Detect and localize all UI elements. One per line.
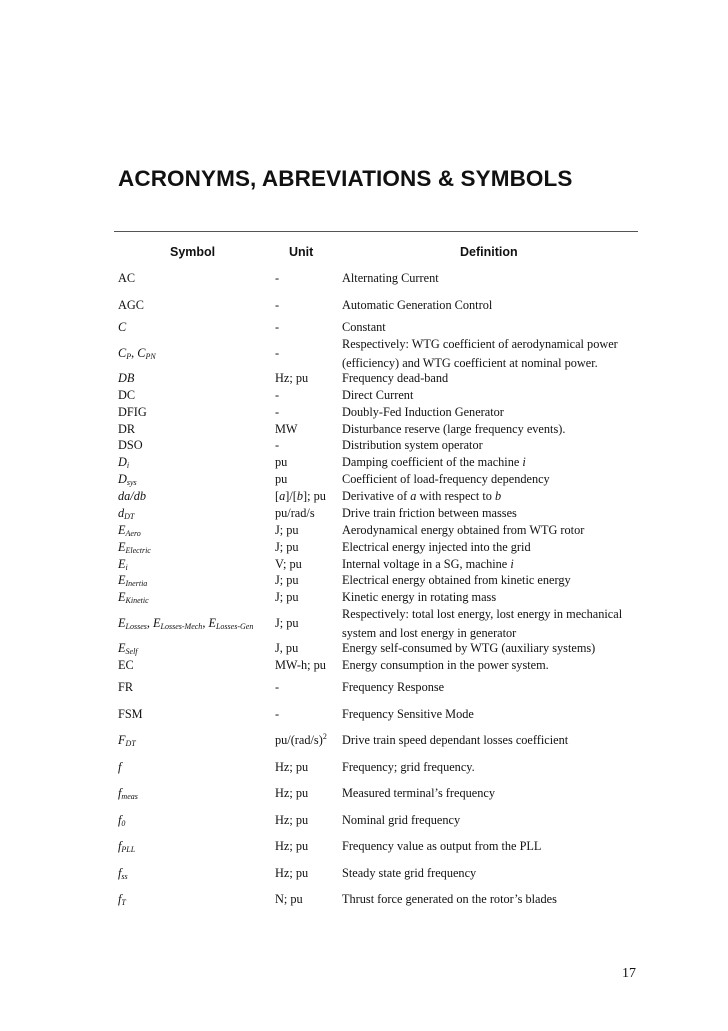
definition-cell: Frequency dead-band	[342, 371, 449, 385]
definition-cell: Drive train friction between masses	[342, 506, 517, 520]
definition-cell: Electrical energy injected into the grid	[342, 540, 531, 554]
definition-cell: Frequency; grid frequency.	[342, 760, 475, 774]
unit-cell: Hz; pu	[275, 839, 309, 853]
column-header-symbol: Symbol	[170, 245, 216, 259]
symbol-cell: EC	[118, 658, 134, 672]
definition-line: (efficiency) and WTG coefficient at nominal power.	[342, 356, 598, 370]
definition-line: Respectively: WTG coefficient of aerodynamical power	[342, 337, 618, 351]
symbol-cell: $E_{Kinetic}$	[118, 590, 149, 605]
unit-cell: pu	[275, 472, 288, 486]
unit-cell: -	[275, 405, 280, 419]
symbol-cell: $E_i$	[118, 557, 128, 572]
unit-cell: Hz; pu	[275, 813, 309, 827]
unit-cell: [a]/[b]; pu	[275, 489, 326, 503]
symbol-cell: AC	[118, 271, 136, 285]
symbol-cell: $D_i$	[118, 455, 130, 470]
unit-cell: MW-h; pu	[275, 658, 326, 672]
symbol-cell: $d_{DT}$	[118, 506, 135, 521]
definition-cell: Frequency Response	[342, 680, 445, 694]
unit-cell: Hz; pu	[275, 760, 309, 774]
symbol-cell: $D_{sys}$	[118, 472, 137, 487]
symbol-cell: f	[118, 760, 122, 774]
definition-cell: Energy consumption in the power system.	[342, 658, 549, 672]
unit-cell: N; pu	[275, 892, 303, 906]
symbol-cell: AGC	[118, 298, 144, 312]
unit-cell: -	[275, 320, 280, 334]
definition-cell: Electrical energy obtained from kinetic energy	[342, 573, 571, 587]
unit-cell: Hz; pu	[275, 371, 309, 385]
symbol-cell: $F_{DT}$	[118, 733, 136, 748]
unit-cell: -	[275, 346, 280, 360]
unit-cell: J; pu	[275, 616, 299, 630]
definition-cell: Measured terminal’s frequency	[342, 786, 495, 800]
definition-cell: Nominal grid frequency	[342, 813, 461, 827]
definition-cell: Damping coefficient of the machine i	[342, 455, 526, 469]
definition-cell: Derivative of a with respect to b	[342, 489, 502, 503]
unit-cell: pu	[275, 455, 288, 469]
definition-cell: Kinetic energy in rotating mass	[342, 590, 497, 604]
definition-cell: Steady state grid frequency	[342, 866, 477, 880]
symbol-cell: $C_P$, $C_{PN}$	[118, 346, 156, 361]
symbol-cell: $E_{Electric}$	[118, 540, 151, 555]
unit-cell: -	[275, 707, 280, 721]
symbol-cell: $f_{ss}$	[118, 866, 128, 881]
symbol-cell: DSO	[118, 438, 143, 452]
unit-cell: J; pu	[275, 523, 299, 537]
symbol-cell: DR	[118, 422, 136, 436]
symbol-cell: $f_{meas}$	[118, 786, 138, 801]
symbol-cell: DB	[118, 371, 135, 385]
definition-cell	[342, 336, 632, 372]
definition-cell: Frequency Sensitive Mode	[342, 707, 474, 721]
unit-cell: Hz; pu	[275, 866, 309, 880]
unit-cell: MW	[275, 422, 298, 436]
definition-cell: Coefficient of load-frequency dependency	[342, 472, 550, 486]
unit-cell: $pu/(rad/s)^2$	[275, 732, 327, 747]
definition-cell: Thrust force generated on the rotor’s blades	[342, 892, 557, 906]
title-divider	[114, 231, 638, 232]
definition-line: system and lost energy in generator	[342, 626, 517, 640]
symbol-cell: $E_{Losses}$, $E_{Losses-Mech}$, $E_{Losses-Gen}$	[118, 616, 254, 631]
definition-cell: Internal voltage in a SG, machine i	[342, 557, 514, 571]
definition-cell: Doubly-Fed Induction Generator	[342, 405, 504, 419]
definition-cell: Constant	[342, 320, 386, 334]
unit-cell: -	[275, 680, 280, 694]
unit-cell: J, pu	[275, 641, 299, 655]
unit-cell: V; pu	[275, 557, 302, 571]
unit-cell: -	[275, 298, 280, 312]
unit-cell: -	[275, 438, 280, 452]
symbol-cell: DFIG	[118, 405, 147, 419]
definition-cell: Frequency value as output from the PLL	[342, 839, 542, 853]
symbol-cell: C	[118, 320, 127, 334]
definition-cell: Energy self-consumed by WTG (auxiliary systems)	[342, 641, 596, 655]
definition-cell: Alternating Current	[342, 271, 439, 285]
symbol-cell: FR	[118, 680, 134, 694]
symbol-cell: $f_T$	[118, 892, 126, 907]
symbol-cell: $E_{Inertia}$	[118, 573, 148, 588]
definition-cell: Distribution system operator	[342, 438, 483, 452]
symbol-cell: FSM	[118, 707, 143, 721]
symbol-cell: da/db	[118, 489, 147, 503]
symbol-cell: $E_{Aero}$	[118, 523, 141, 538]
unit-cell: Hz; pu	[275, 786, 309, 800]
symbol-cell: $E_{Self}$	[118, 641, 138, 656]
unit-cell: -	[275, 388, 280, 402]
definition-line: Respectively: total lost energy, lost energy in mechanical	[342, 607, 623, 621]
definition-cell: Disturbance reserve (large frequency events).	[342, 422, 566, 436]
page-number: 17	[622, 966, 636, 981]
page-title: ACRONYMS, ABREVIATIONS & SYMBOLS	[118, 166, 573, 191]
definition-cell: Direct Current	[342, 388, 414, 402]
column-header-unit: Unit	[289, 245, 314, 259]
symbol-cell: DC	[118, 388, 136, 402]
unit-cell: J; pu	[275, 590, 299, 604]
definition-cell: Aerodynamical energy obtained from WTG rotor	[342, 523, 585, 537]
unit-cell: -	[275, 271, 280, 285]
symbol-cell: $f_0$	[118, 813, 126, 828]
unit-cell: J; pu	[275, 540, 299, 554]
unit-cell: J; pu	[275, 573, 299, 587]
symbol-cell: $f_{PLL}$	[118, 839, 136, 854]
definition-cell	[342, 606, 632, 642]
unit-cell: pu/rad/s	[275, 506, 315, 520]
definition-cell: Drive train speed dependant losses coefficient	[342, 733, 569, 747]
definition-cell: Automatic Generation Control	[342, 298, 493, 312]
column-header-definition: Definition	[460, 245, 518, 259]
